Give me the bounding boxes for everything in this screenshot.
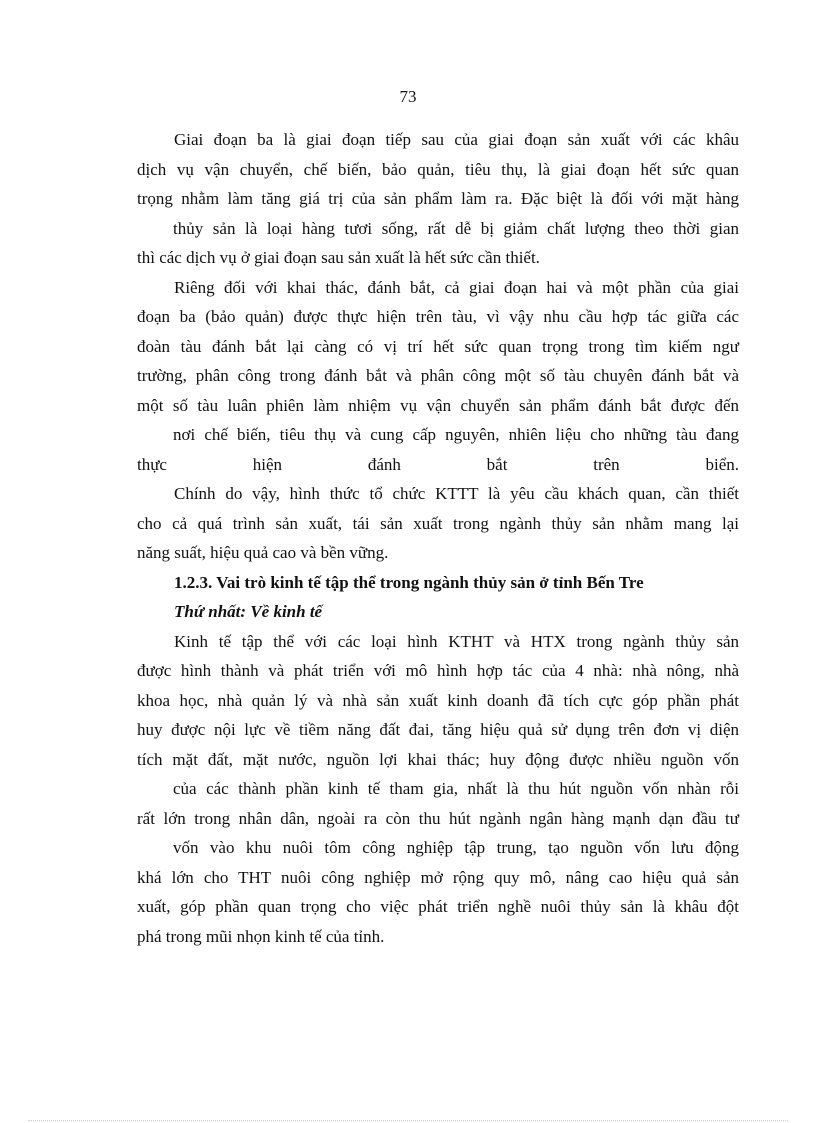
text-line: trọng nhằm làm tăng giá trị của sản phẩm làm ra. Đặc biệt là đối với mặt hàng xyxy=(137,189,739,208)
text-line: được hình thành và phát triển với mô hình hợp tác của 4 nhà: nhà nông, nhà xyxy=(137,661,739,680)
subsection-heading: Thứ nhất: Về kinh tế xyxy=(174,602,323,621)
text-line: đoạn ba (bảo quản) được thực hiện trên tàu, vì vậy nhu cầu hợp tác giữa các xyxy=(137,307,739,326)
text-line: thực hiện đánh bắt trên biển. xyxy=(137,454,739,474)
text-line: Kinh tế tập thể với các loại hình KTHT và HTX trong ngành thủy sản xyxy=(174,631,739,651)
text-line: nơi chế biến, tiêu thụ và cung cấp nguyên, nhiên liệu cho những tàu đang xyxy=(173,425,739,444)
section-heading: 1.2.3. Vai trò kinh tế tập thể trong ngành thủy sản ở tỉnh Bến Tre xyxy=(174,572,644,592)
text-line: vốn vào khu nuôi tôm công nghiệp tập trung, tạo nguồn vốn lưu động xyxy=(173,838,739,857)
text-line: khoa học, nhà quản lý và nhà sản xuất kinh doanh đã tích cực góp phần phát xyxy=(137,690,739,710)
text-line: của các thành phần kinh tế tham gia, nhất là thu hút nguồn vốn nhàn rỗi xyxy=(173,779,739,798)
page-bottom-border xyxy=(28,1120,788,1121)
text-line: xuất, góp phần quan trọng cho việc phát triển nghề nuôi thủy sản là khâu đột xyxy=(137,897,739,916)
text-line: một số tàu luân phiên làm nhiệm vụ vận chuyển sản phẩm đánh bắt được đến xyxy=(137,395,739,415)
text-line: Giai đoạn ba là giai đoạn tiếp sau của giai đoạn sản xuất với các khâu xyxy=(174,130,739,149)
text-line: phá trong mũi nhọn kinh tế của tỉnh. xyxy=(137,926,385,946)
text-line: năng suất, hiệu quả cao và bền vững. xyxy=(137,543,389,562)
text-line: rất lớn trong nhân dân, ngoài ra còn thu hút ngành ngân hàng mạnh dạn đầu tư xyxy=(137,808,739,828)
text-line: thì các dịch vụ ở giai đoạn sau sản xuất là hết sức cần thiết. xyxy=(137,248,540,267)
document-body xyxy=(137,125,739,951)
page-number: 73 xyxy=(399,87,417,106)
text-line: dịch vụ vận chuyển, chế biến, bảo quản, tiêu thụ, là giai đoạn hết sức quan xyxy=(137,159,739,179)
text-line: Riêng đối với khai thác, đánh bắt, cả giai đoạn hai và một phần của giai xyxy=(174,277,739,297)
text-line: trường, phân công trong đánh bắt và phân công một số tàu chuyên đánh bắt và xyxy=(137,366,739,385)
text-line: Chính do vậy, hình thức tổ chức KTTT là yêu cầu khách quan, cần thiết xyxy=(174,484,739,503)
text-line: huy được nội lực về tiềm năng đất đai, tăng hiệu quả sử dụng trên đơn vị diện xyxy=(137,720,739,739)
text-line: cho cả quá trình sản xuất, tái sản xuất trong ngành thủy sản nhằm mang lại xyxy=(137,513,739,533)
text-line: khá lớn cho THT nuôi công nghiệp mở rộng quy mô, nâng cao hiệu quả sản xyxy=(137,867,739,887)
text-line: tích mặt đất, mặt nước, nguồn lợi khai thác; huy động được nhiều nguồn vốn xyxy=(137,749,739,769)
text-line: thủy sản là loại hàng tươi sống, rất dễ bị giảm chất lượng theo thời gian xyxy=(173,218,739,238)
text-line: đoàn tàu đánh bắt lại càng có vị trí hết sức quan trọng trong tìm kiếm ngư xyxy=(137,336,739,356)
